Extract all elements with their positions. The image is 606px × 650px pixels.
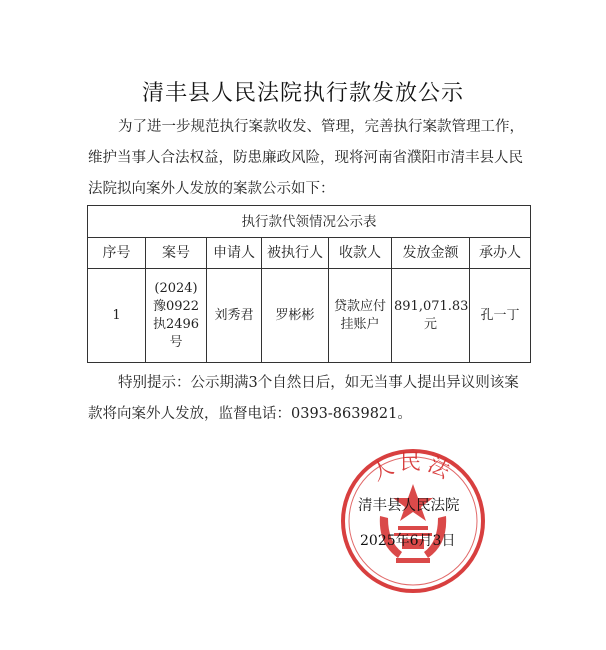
header-payee: 收款人 — [329, 238, 392, 269]
header-amount: 发放金额 — [392, 238, 470, 269]
court-seal-icon — [338, 446, 488, 596]
table-row — [88, 269, 531, 363]
cell-amount: 891,071.83元 — [392, 269, 470, 363]
cell-handler: 孔一丁 — [470, 269, 531, 363]
page-title: 清丰县人民法院执行款发放公示 — [141, 81, 464, 106]
notice-line-1: 特别提示：公示期满3个自然日后，如无当事人提出异议则该案 — [118, 375, 519, 391]
header-applicant: 申请人 — [207, 238, 262, 269]
cell-respondent: 罗彬彬 — [262, 269, 329, 363]
intro-line-3: 法院拟向案外人发放的案款公示如下： — [88, 181, 335, 197]
notice-line-2: 款将向案外人发放，监督电话：0393-8639821。 — [88, 406, 412, 422]
intro-paragraph — [88, 112, 528, 205]
header-case-no: 案号 — [146, 238, 207, 269]
cell-case-no: (2024)豫0922执2496号 — [146, 269, 207, 363]
court-signature: 清丰县人民法院 — [358, 498, 460, 514]
intro-line-2: 维护当事人合法权益，防患廉政风险，现将河南省濮阳市清丰县人民 — [88, 150, 523, 166]
intro-line-1: 为了进一步规范执行案款收发、管理，完善执行案款管理工作， — [118, 119, 524, 135]
header-handler: 承办人 — [470, 238, 531, 269]
cell-payee: 贷款应付挂账户 — [329, 269, 392, 363]
cell-applicant: 刘秀君 — [207, 269, 262, 363]
svg-text:人民法: 人民法 — [367, 450, 459, 486]
notice-paragraph — [88, 368, 528, 430]
disbursement-table — [87, 205, 531, 363]
cell-index: 1 — [88, 269, 146, 363]
table-header-row — [88, 238, 531, 269]
header-index: 序号 — [88, 238, 146, 269]
table-caption: 执行款代领情况公示表 — [88, 206, 531, 238]
header-respondent: 被执行人 — [262, 238, 329, 269]
signature-date: 2025年6月3日 — [360, 533, 456, 549]
